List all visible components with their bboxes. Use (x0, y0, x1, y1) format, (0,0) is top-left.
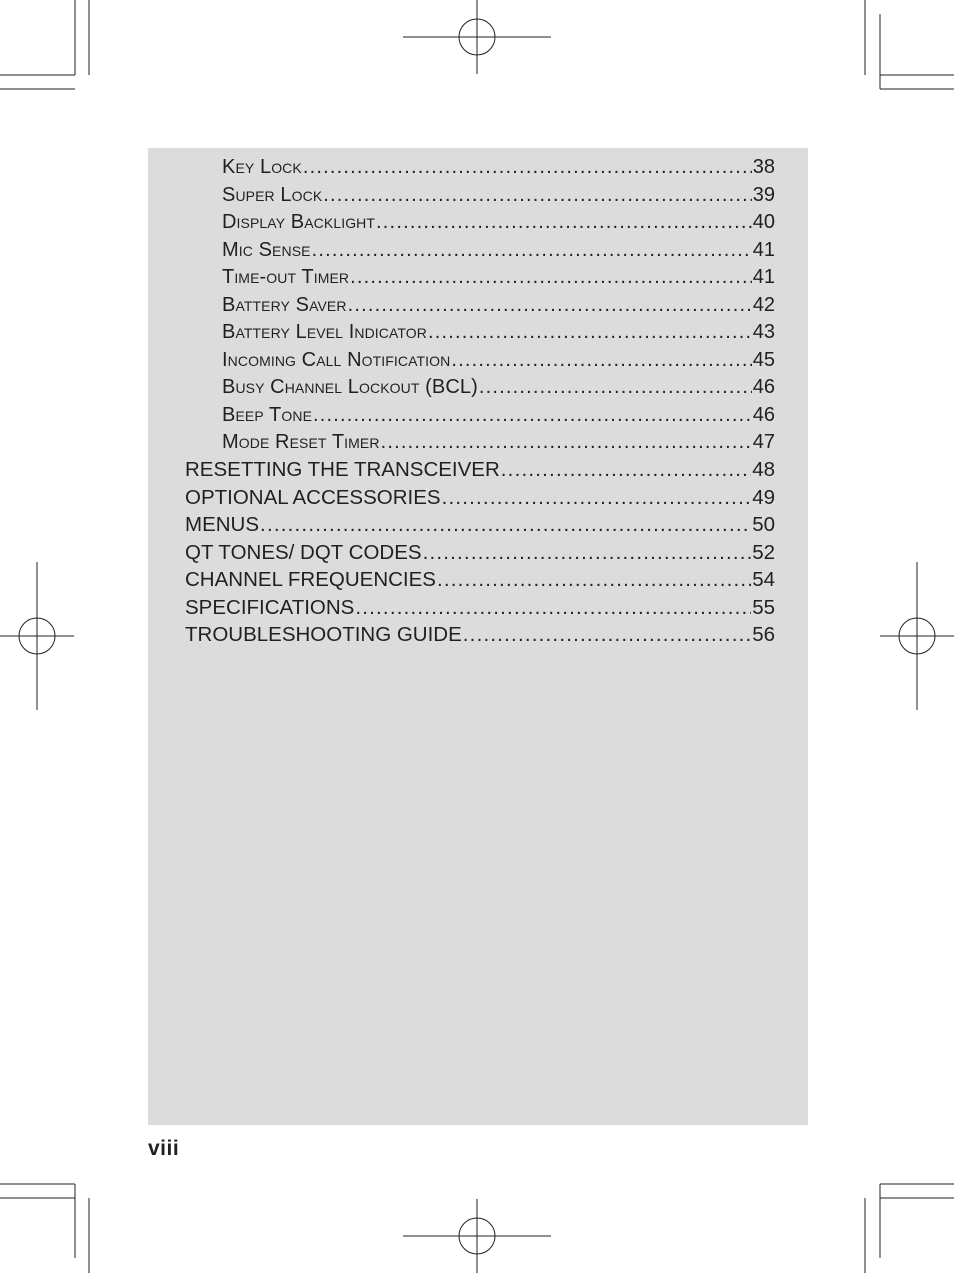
toc-entry-page: 40 (752, 211, 775, 233)
toc-entry-mode-reset-timer[interactable] (222, 431, 775, 454)
toc-entry-page: 46 (752, 376, 775, 398)
dot-leader (312, 239, 752, 262)
dot-leader (376, 211, 752, 234)
toc-entry-label: OPTIONAL ACCESSORIES (185, 485, 441, 509)
toc-entry-page: 46 (752, 403, 775, 426)
toc-entry-page: 52 (752, 540, 775, 564)
toc-entry-page: 48 (752, 458, 775, 481)
dot-leader (381, 431, 752, 454)
toc-entry-beep-tone[interactable] (222, 404, 775, 427)
dot-leader (350, 266, 752, 289)
toc-entry-page: 47 (752, 431, 775, 453)
toc-entry-page: 38 (752, 156, 775, 178)
toc-entry-battery-level-indicator[interactable] (222, 321, 775, 344)
dot-leader (451, 349, 751, 372)
page-number: viii (148, 1137, 180, 1160)
toc-entry-label: Display Backlight (222, 211, 376, 233)
toc-entry-page: 55 (752, 595, 775, 619)
dot-leader (303, 156, 752, 179)
toc-entry-label: Mic Sense (222, 238, 311, 261)
toc-entry-label: SPECIFICATIONS (185, 595, 355, 619)
toc-entry-page: 56 (752, 623, 775, 646)
dot-leader (423, 541, 752, 565)
toc-entry-troubleshooting-guide[interactable] (185, 623, 775, 647)
dot-leader (355, 596, 751, 620)
toc-entry-resetting-the-transceiver[interactable] (185, 458, 775, 482)
toc-entry-page: 43 (752, 321, 775, 343)
toc-entry-busy-channel-lockout[interactable] (222, 376, 775, 399)
toc-entry-label: Busy Channel Lockout (BCL) (222, 376, 478, 398)
toc-entry-label: MENUS (185, 513, 260, 536)
toc-entry-label: RESETTING THE TRANSCEIVER (185, 458, 500, 481)
dot-leader (313, 404, 752, 427)
toc-entry-specifications[interactable] (185, 596, 775, 620)
toc-entry-battery-saver[interactable] (222, 294, 775, 317)
toc-entry-label: Key Lock (222, 156, 302, 178)
toc-entry-optional-accessories[interactable] (185, 486, 775, 510)
toc-entry-label: Mode Reset Timer (222, 431, 380, 453)
toc-entry-page: 45 (752, 348, 775, 371)
toc-entry-page: 41 (752, 266, 775, 288)
toc-entry-qt-tones-dqt-codes[interactable] (185, 541, 775, 565)
dot-leader (501, 458, 751, 482)
toc-entry-page: 42 (752, 293, 775, 316)
dot-leader (479, 376, 752, 399)
toc-entry-page: 41 (752, 238, 775, 261)
toc-entry-channel-frequencies[interactable] (185, 568, 775, 592)
toc-entry-key-lock[interactable] (222, 156, 775, 179)
toc-entry-time-out-timer[interactable] (222, 266, 775, 289)
toc-entry-label: CHANNEL FREQUENCIES (185, 568, 436, 591)
dot-leader (442, 486, 752, 510)
toc-entry-incoming-call-notification[interactable] (222, 349, 775, 372)
toc-entry-label: Time-out Timer (222, 266, 350, 288)
toc-entry-label: Beep Tone (222, 403, 313, 426)
toc-entry-label: Battery Saver (222, 293, 347, 316)
toc-entry-page: 54 (752, 568, 775, 591)
toc-entry-menus[interactable] (185, 513, 775, 537)
dot-leader (260, 513, 751, 537)
dot-leader (348, 294, 752, 317)
toc-entry-label: TROUBLESHOOTING GUIDE (185, 623, 462, 646)
dot-leader (463, 623, 751, 647)
toc-entry-mic-sense[interactable] (222, 239, 775, 262)
toc-entry-display-backlight[interactable] (222, 211, 775, 234)
dot-leader (437, 568, 751, 592)
toc-entry-label: Incoming Call Notification (222, 348, 451, 371)
toc-entry-page: 49 (752, 485, 775, 509)
toc-entry-label: Super Lock (222, 183, 323, 206)
dot-leader (323, 184, 751, 207)
toc-entry-super-lock[interactable] (222, 184, 775, 207)
toc-entry-label: Battery Level Indicator (222, 321, 427, 343)
toc-entry-page: 50 (752, 513, 775, 536)
toc-entry-page: 39 (752, 183, 775, 206)
dot-leader (428, 321, 752, 344)
toc-entry-label: QT TONES/ DQT CODES (185, 540, 422, 564)
